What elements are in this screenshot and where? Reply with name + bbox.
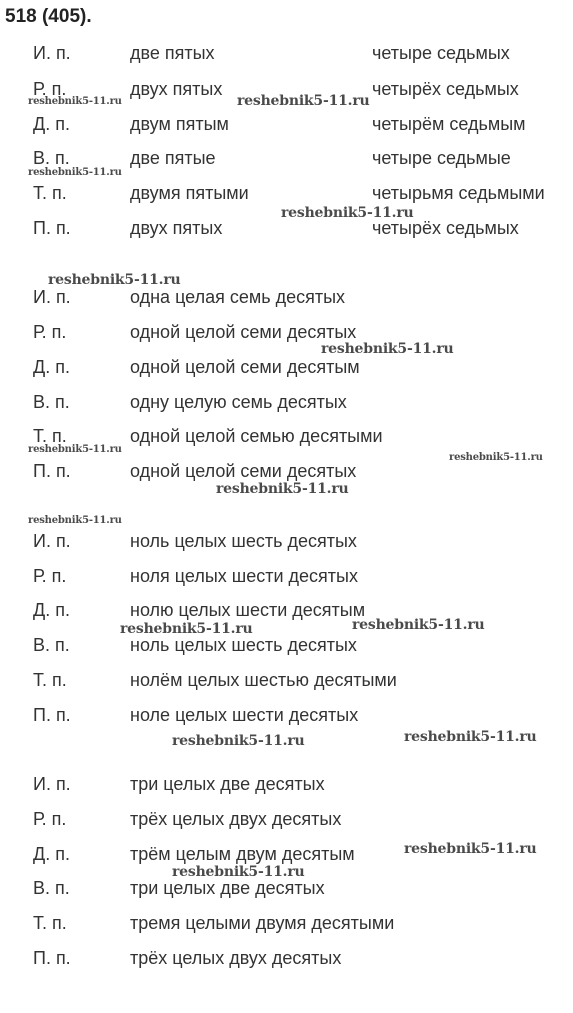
case-label: Д. п.	[33, 600, 70, 620]
case-label: П. п.	[33, 948, 71, 968]
declension-row	[0, 319, 573, 345]
declension-row	[0, 563, 573, 589]
case-label: Р. п.	[33, 809, 67, 829]
case-label: П. п.	[33, 218, 71, 238]
declension-row	[0, 945, 573, 971]
watermark: reshebnik5-11.ru	[281, 205, 414, 221]
fraction-form-second: четырёх седьмых	[372, 79, 519, 99]
case-label: Т. п.	[33, 670, 67, 690]
declension-row	[0, 528, 573, 554]
fraction-form: одной целой семи десятых	[130, 322, 357, 342]
case-label: В. п.	[33, 878, 70, 898]
watermark: reshebnik5-11.ru	[404, 729, 537, 745]
fraction-form: три целых две десятых	[130, 774, 325, 794]
fraction-form: двух пятых	[130, 218, 223, 238]
declension-row	[0, 354, 573, 380]
fraction-form: одной целой семи десятых	[130, 461, 357, 481]
case-label: П. п.	[33, 705, 71, 725]
fraction-form: одна целая семь десятых	[130, 287, 346, 307]
fraction-form-second: четырём седьмым	[372, 114, 526, 134]
fraction-form-second: четырёх седьмых	[372, 218, 519, 238]
case-label: Р. п.	[33, 566, 67, 586]
fraction-form: двум пятым	[130, 114, 229, 134]
fraction-form-second: четыре седьмых	[372, 43, 510, 63]
fraction-form: нолю целых шести десятым	[130, 600, 366, 620]
declension-row	[0, 597, 573, 623]
fraction-form: три целых две десятых	[130, 878, 325, 898]
case-label: Р. п.	[33, 322, 67, 342]
watermark: reshebnik5-11.ru	[28, 515, 122, 526]
case-label: В. п.	[33, 635, 70, 655]
watermark: reshebnik5-11.ru	[352, 617, 485, 633]
declension-row	[0, 702, 573, 728]
fraction-form: тремя целыми двумя десятыми	[130, 913, 395, 933]
fraction-form: одной целой семи десятым	[130, 357, 360, 377]
case-label: Р. п.	[33, 79, 67, 99]
watermark: reshebnik5-11.ru	[28, 96, 122, 107]
fraction-form-second: четырьмя седьмыми	[372, 183, 545, 203]
case-label: В. п.	[33, 148, 70, 168]
case-label: И. п.	[33, 531, 71, 551]
fraction-form: ноле целых шести десятых	[130, 705, 359, 725]
declension-row	[0, 632, 573, 658]
case-label: Д. п.	[33, 114, 70, 134]
case-label: Д. п.	[33, 844, 70, 864]
declension-row	[0, 667, 573, 693]
fraction-form-second: четыре седьмые	[372, 148, 511, 168]
declension-row	[0, 389, 573, 415]
watermark: reshebnik5-11.ru	[172, 864, 305, 880]
case-label: И. п.	[33, 43, 71, 63]
watermark: reshebnik5-11.ru	[120, 621, 253, 637]
declension-row	[0, 40, 573, 66]
watermark: reshebnik5-11.ru	[404, 841, 537, 857]
fraction-form: две пятых	[130, 43, 215, 63]
watermark: reshebnik5-11.ru	[172, 733, 305, 749]
fraction-form: нолём целых шестью десятыми	[130, 670, 397, 690]
fraction-form: двух пятых	[130, 79, 223, 99]
watermark: reshebnik5-11.ru	[28, 167, 122, 178]
fraction-form: одной целой семью десятыми	[130, 426, 383, 446]
declension-row	[0, 180, 573, 206]
fraction-form: двумя пятыми	[130, 183, 249, 203]
case-label: Д. п.	[33, 357, 70, 377]
case-label: Т. п.	[33, 913, 67, 933]
fraction-form: ноль целых шесть десятых	[130, 531, 357, 551]
case-label: И. п.	[33, 287, 71, 307]
watermark: reshebnik5-11.ru	[237, 93, 370, 109]
case-label: В. п.	[33, 392, 70, 412]
declension-row	[0, 771, 573, 797]
case-label: Т. п.	[33, 183, 67, 203]
exercise-title: 518 (405).	[5, 6, 92, 27]
watermark: reshebnik5-11.ru	[216, 481, 349, 497]
watermark: reshebnik5-11.ru	[321, 341, 454, 357]
case-label: П. п.	[33, 461, 71, 481]
declension-row	[0, 806, 573, 832]
declension-row	[0, 910, 573, 936]
watermark: reshebnik5-11.ru	[28, 444, 122, 455]
fraction-form: трёх целых двух десятых	[130, 948, 342, 968]
fraction-form: трём целым двум десятым	[130, 844, 355, 864]
fraction-form: две пятые	[130, 148, 216, 168]
fraction-form: ноля целых шести десятых	[130, 566, 358, 586]
watermark: reshebnik5-11.ru	[449, 452, 543, 463]
fraction-form: ноль целых шесть десятых	[130, 635, 357, 655]
watermark: reshebnik5-11.ru	[48, 272, 181, 288]
fraction-form: трёх целых двух десятых	[130, 809, 342, 829]
declension-row	[0, 111, 573, 137]
case-label: Т. п.	[33, 426, 67, 446]
fraction-form: одну целую семь десятых	[130, 392, 347, 412]
case-label: И. п.	[33, 774, 71, 794]
